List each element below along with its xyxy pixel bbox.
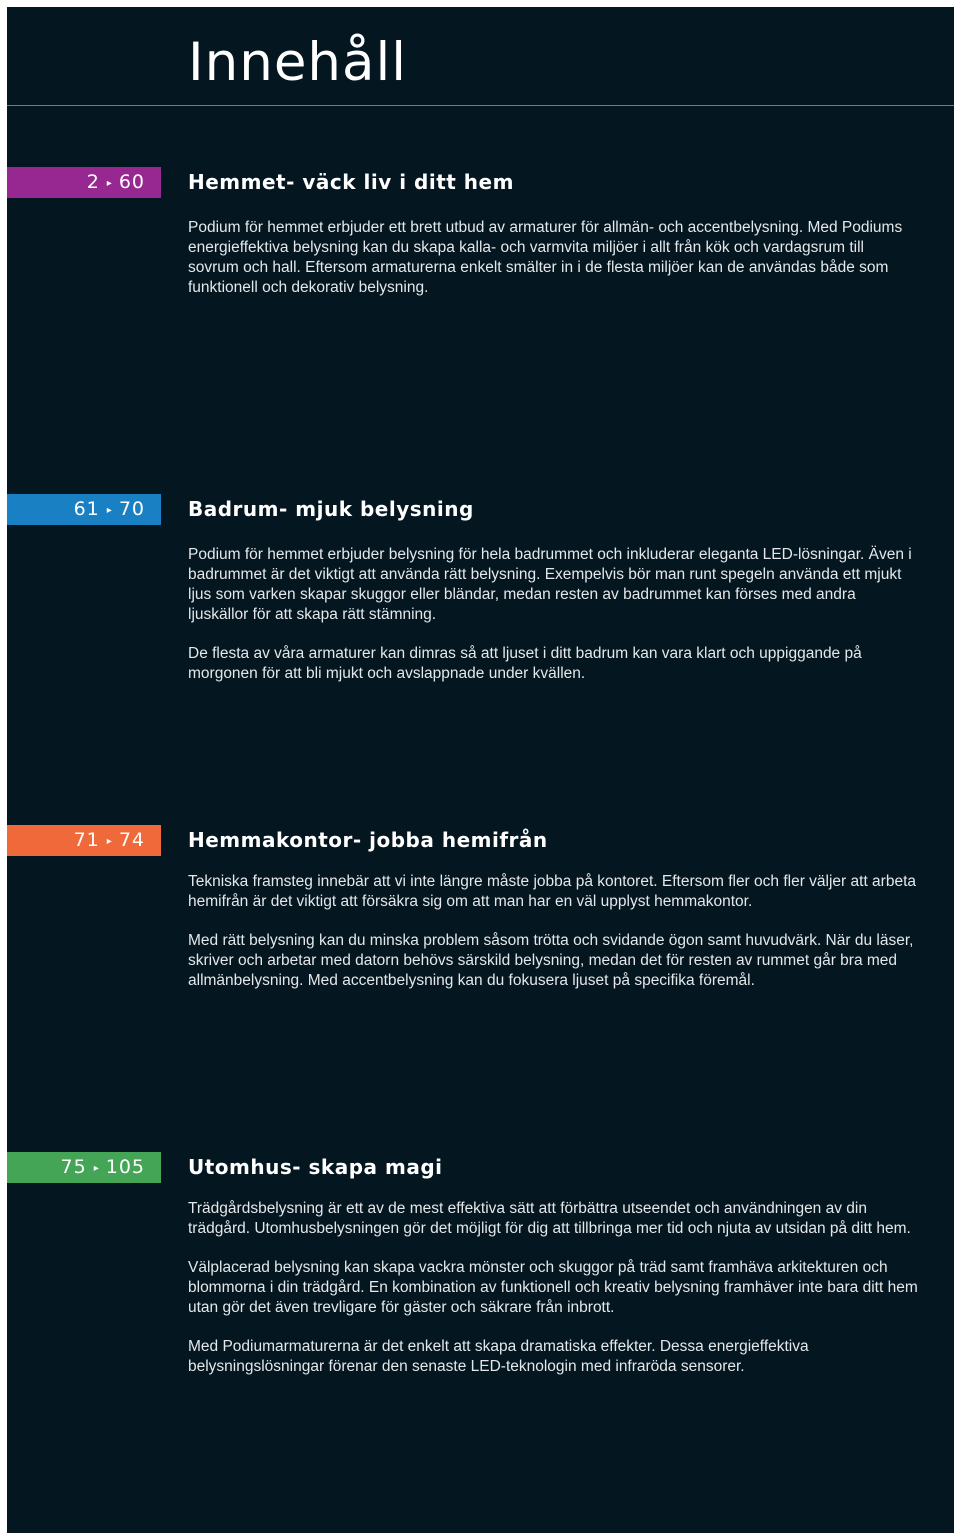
page-range-badge bbox=[7, 167, 161, 198]
section-heading: Hemmet- väck liv i ditt hem bbox=[188, 170, 514, 194]
range-start: 61 bbox=[73, 498, 100, 520]
page-range-badge bbox=[7, 494, 161, 525]
range-end: 105 bbox=[105, 1156, 145, 1178]
section-paragraph: Trädgårdsbelysning är ett av de mest effektiva sätt att förbättra utseendet och användningen av din trädgård. Utomhusbelysningen gör det möjligt för dig att tillbringa mer tid och njuta av utsidan på ditt hem. bbox=[188, 1200, 911, 1237]
section-paragraph: Välplacerad belysning kan skapa vackra mönster och skuggor på träd samt framhäva arkitekturen och blommorna i din trädgård. En kombination av funktionell och kreativ belysning framhäver inte bara ditt hem utan gör det även trevligare för gäster och säkrare från inbrott. bbox=[188, 1259, 918, 1316]
section-paragraph: Med rätt belysning kan du minska problem såsom trötta och svidande ögon samt huvudvärk. När du läser, skriver och arbetar med datorn behövs särskild belysning, medan det för resten av rummet går bra med allmänbelysning. Med accentbelysning kan du fokusera ljuset på specifika föremål. bbox=[188, 932, 914, 989]
range-start: 71 bbox=[73, 829, 100, 851]
page bbox=[7, 7, 954, 1533]
range-end: 74 bbox=[118, 829, 145, 851]
section-paragraph: Podium för hemmet erbjuder belysning för hela badrummet och inkluderar eleganta LED-lösningar. Även i badrummet är det viktigt att använda rätt belysning. Exempelvis bör man runt spegeln använda ett mjukt ljus som varken skapar skuggor eller bländar, medan resten av badrummet kan förses med andra ljuskällor för att skapa rätt stämning. bbox=[188, 546, 912, 623]
range-end: 60 bbox=[118, 171, 145, 193]
arrow-right-icon: ▸ bbox=[106, 178, 113, 189]
title-divider bbox=[7, 105, 954, 106]
section-body bbox=[188, 1199, 918, 1377]
section-paragraph: Med Podiumarmaturerna är det enkelt att skapa dramatiska effekter. Dessa energieffektiva belysningslösningar förenar den senaste LED-teknologin med infraröda sensorer. bbox=[188, 1338, 809, 1375]
section-paragraph: De flesta av våra armaturer kan dimras så att ljuset i ditt badrum kan vara klart och uppiggande på morgonen för att bli mjukt och avslappnade under kvällen. bbox=[188, 645, 862, 682]
range-start: 75 bbox=[60, 1156, 87, 1178]
page-range-badge bbox=[7, 1152, 161, 1183]
section-body bbox=[188, 545, 918, 684]
range-start: 2 bbox=[86, 171, 100, 193]
arrow-right-icon: ▸ bbox=[93, 1163, 100, 1174]
section-heading: Hemmakontor- jobba hemifrån bbox=[188, 828, 548, 852]
arrow-right-icon: ▸ bbox=[106, 505, 113, 516]
section-paragraph: Tekniska framsteg innebär att vi inte längre måste jobba på kontoret. Eftersom fler och fler väljer att arbeta hemifrån är det viktigt att försäkra sig om att man har en väl upplyst hemmakontor. bbox=[188, 873, 917, 910]
section-paragraph: Podium för hemmet erbjuder ett brett utbud av armaturer för allmän- och accentbelysning. Med Podiums energieffektiva belysning kan du skapa kalla- och varmvita miljöer i allt från kök och vardagsrum till sovrum och hall. Eftersom armaturerna enkelt smälter in i de flesta miljöer kan de användas både som funktionell och dekorativ belysning. bbox=[188, 219, 903, 296]
section-body bbox=[188, 872, 918, 991]
range-end: 70 bbox=[118, 498, 145, 520]
section-body bbox=[188, 218, 918, 298]
page-range-badge bbox=[7, 825, 161, 856]
section-heading: Utomhus- skapa magi bbox=[188, 1155, 443, 1179]
section-heading: Badrum- mjuk belysning bbox=[188, 497, 474, 521]
arrow-right-icon: ▸ bbox=[106, 836, 113, 847]
page-title: Innehåll bbox=[188, 32, 407, 93]
